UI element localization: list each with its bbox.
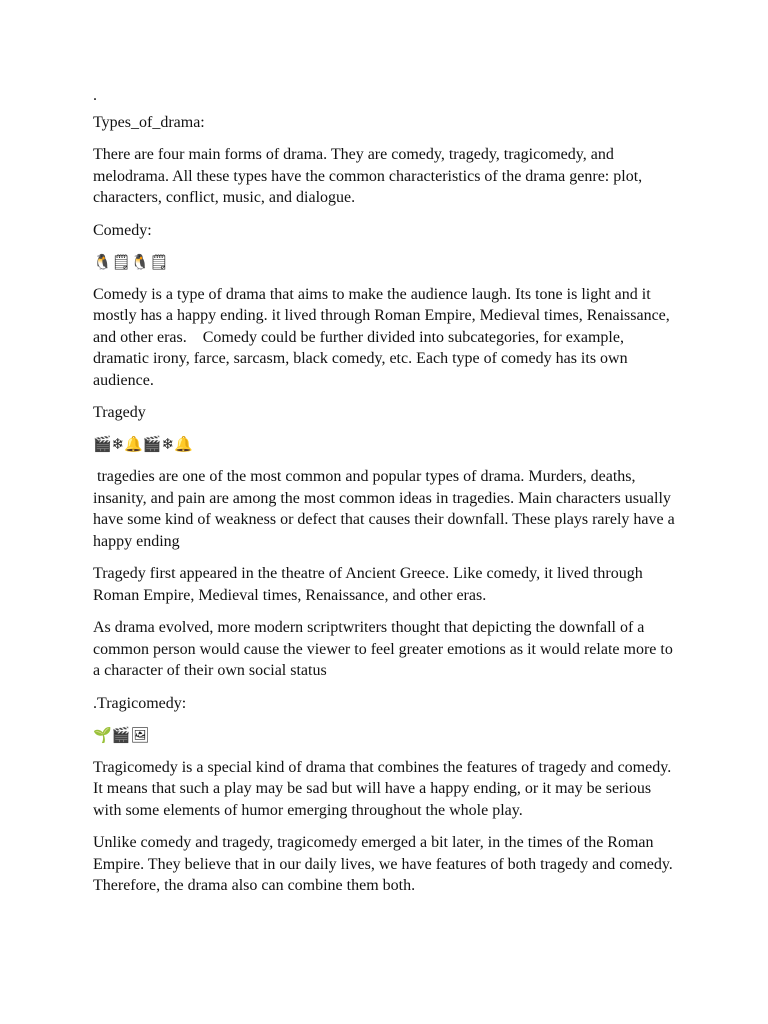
tragicomedy-paragraph-1: Tragicomedy is a special kind of drama that combines the features of tragedy and comedy. It means that such a play may be sad but will have a happy ending, or it may be serious with some elements of humor emerging throughout the whole play. [93,758,676,819]
comedy-symbols-icon: 🐧🗒🐧🗒 [93,252,169,271]
document-page [93,86,683,908]
tragicomedy-symbols-icon: 🌱🎬🖼 [93,725,150,744]
section-heading-comedy: Comedy: [93,221,152,239]
section-heading-tragicomedy: .Tragicomedy: [93,694,187,712]
document-title: Types_of_drama: [93,114,205,131]
tragedy-paragraph-2: Tragedy first appeared in the theatre of Ancient Greece. Like comedy, it lived through Roman Empire, Medieval times, Renaissance, and other eras. [93,565,647,604]
section-heading-tragedy: Tragedy [93,404,146,421]
tragedy-paragraph-1: tragedies are one of the most common and popular types of drama. Murders, deaths, insanity, and pain are among the most common ideas in tragedies. Main characters usually have some kind of weakness or defect that causes their downfall. These plays rarely have a happy ending [93,468,679,550]
comedy-paragraph: Comedy is a type of drama that aims to make the audience laugh. Its tone is light and it mostly has a happy ending. it lived through Roman Empire, Medieval times, Renaissance, and other eras. Comedy could be further divided into subcategories, for example, dramatic irony, farce, sarcasm, black comedy, etc. Each type of comedy has its own audience. [93,285,674,389]
tragedy-paragraph-3: As drama evolved, more modern scriptwriters thought that depicting the downfall of a common person would cause the viewer to feel greater emotions as it would relate more to a character of their own social status [93,619,677,679]
tragicomedy-paragraph-2: Unlike comedy and tragedy, tragicomedy emerged a bit later, in the times of the Roman Empire. They believe that in our daily lives, we have features of both tragedy and comedy. Therefore, the drama also can combine them both. [93,834,677,894]
tragedy-symbols-icon: 🎬❄🔔🎬❄🔔 [93,435,193,453]
leading-dot: . [93,87,97,104]
intro-paragraph: There are four main forms of drama. They are comedy, tragedy, tragicomedy, and melodrama. All these types have the common characteristics of the drama genre: plot, characters, conflict, music, and dialogue. [93,146,647,206]
